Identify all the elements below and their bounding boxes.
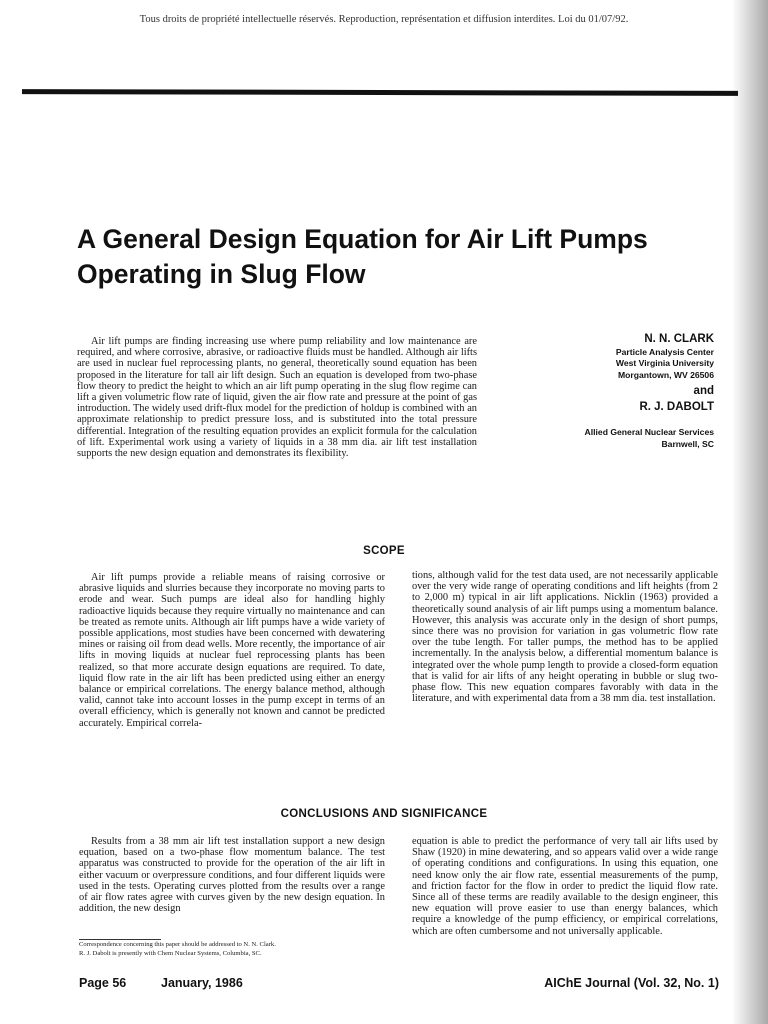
scope-right-column: tions, although valid for the test data used, are not necessarily applicable over the very wide range of operating conditions and lift heights (from 2 to 2,000 m) typical in air lift applications. Nicklin (1963) provided a theoretically sound analysis of air lift pumps using a momentum balance. However, this analysis was accurate only in the design of short pumps, since there was no provision for variation in gas volumetric flow rate over the tube length. For taller pumps, the method has to be applied incrementally. In the analysis below, a differential momentum balance is integrated over the whole pump length to provide a closed-form equation that is valid for air lifts of any height operating in bubble or slug two-phase flow. This new equation compares favorably with data in the literature, and with experimental data from a 38 mm dia. test installation.	[412, 570, 718, 705]
author-affiliation-line: Morgantown, WV 26506	[618, 369, 714, 380]
footnote-line: Correspondence concerning this paper should be addressed to N. N. Clark.	[79, 941, 276, 948]
page-footer	[79, 976, 719, 992]
footnote	[79, 941, 409, 958]
section-heading-conclusions: CONCLUSIONS AND SIGNIFICANCE	[280, 808, 488, 820]
author-affiliation-line: Barnwell, SC	[661, 438, 714, 449]
scan-page-edge-shadow	[732, 0, 768, 1024]
author-affiliation-line: Allied General Nuclear Services	[584, 427, 714, 438]
page-number: Page 56	[79, 976, 127, 990]
section-heading-scope: SCOPE	[363, 545, 405, 557]
rights-notice: Tous droits de propriété intellectuelle réservés. Reproduction, représentation et diffusion interdites. Loi du 01/07/92.	[139, 14, 629, 25]
issue-date: January, 1986	[161, 976, 243, 990]
author-block	[520, 332, 714, 450]
header-rule	[22, 89, 738, 96]
scope-left-column: Air lift pumps provide a reliable means of raising corrosive or abrasive liquids and slurries because they incorporate no moving parts to erode and wear. Such pumps are ideal also for handling highly radioactive liquids because they require virtually no maintenance and can be treated as remote units. Although air lift pumps have a wide variety of possible applications, most studies have been concerned with dewatering mines or raising oil from dead wells. More recently, the importance of air lifts in moving liquids at nuclear fuel reprocessing plants has been realized, so that more accurate design equations are required. To date, liquid flow rate in the air lift has been predicted using either an energy balance or empirical correlations. The energy balance method, although valid, cannot take into account losses in the pump except in terms of an overall efficiency, which is generally not known and cannot be predicted accurately. Empirical correla-	[79, 572, 385, 729]
conclusions-right-column: equation is able to predict the performance of very tall air lifts used by Shaw (1920) in mine dewatering, and so appears valid over a wide range of operating conditions and configurations. In using this equation, one need know only the air flow rate, essential measurements of the pump, and friction factor for the flow in order to predict the liquid flow rate. Since all of these terms are readily available to the design engineer, this new equation will prove easier to use than energy balances, which require a knowledge of the pump efficiency, or empirical correlations, which are often cumbersome and not universally applicable.	[412, 836, 718, 937]
author-name: N. N. CLARK	[644, 333, 714, 345]
author-conjunction: and	[693, 385, 714, 398]
author-affiliation-line: Particle Analysis Center	[615, 347, 714, 357]
footnote-rule	[79, 939, 161, 940]
conclusions-left-column: Results from a 38 mm air lift test installation support a new design equation, based on a two-phase flow momentum balance. The test apparatus was constructed to provide for the operation of the air lift in either vacuum or overpressure conditions, and four different liquids were used in the tests. Operating curves plotted from the results over a range of air flow rates agree with curves given by the new design equation. In addition, the new design	[79, 836, 385, 915]
author-affiliation-line: West Virginia University	[615, 358, 714, 369]
footnote-line: R. J. Dabolt is presently with Chem Nuclear Systems, Columbia, SC.	[79, 949, 262, 957]
journal-citation: AIChE Journal (Vol. 32, No. 1)	[544, 976, 719, 990]
author-name: R. J. DABOLT	[639, 401, 714, 414]
abstract: Air lift pumps are finding increasing use where pump reliability and low maintenance are required, and where corrosive, abrasive, or radioactive fluids must be handled. Although air lifts are used in nuclear fuel reprocessing plants, no general, theoretically sound equation has been proposed in the literature for tall air lift design. Such an equation is developed from two-phase flow theory to predict the height to which an air lift pump operating in the slug flow regime can lift a given volumetric flow rate of liquid, given the air flow rate and pressure at the point of gas introduction. The widely used drift-flux model for the prediction of holdup is combined with an approximate relationship to predict pressure loss, and is substituted into the total pressure differential. Integration of the resulting equation provides an explicit formula for the calculation of lift. Experimental work using a variety of liquids in a 38 mm dia. air lift test installation supports the new design equation and demonstrates its flexibility.	[77, 336, 477, 460]
article-title: A General Design Equation for Air Lift Pumps Operating in Slug Flow	[77, 224, 648, 289]
